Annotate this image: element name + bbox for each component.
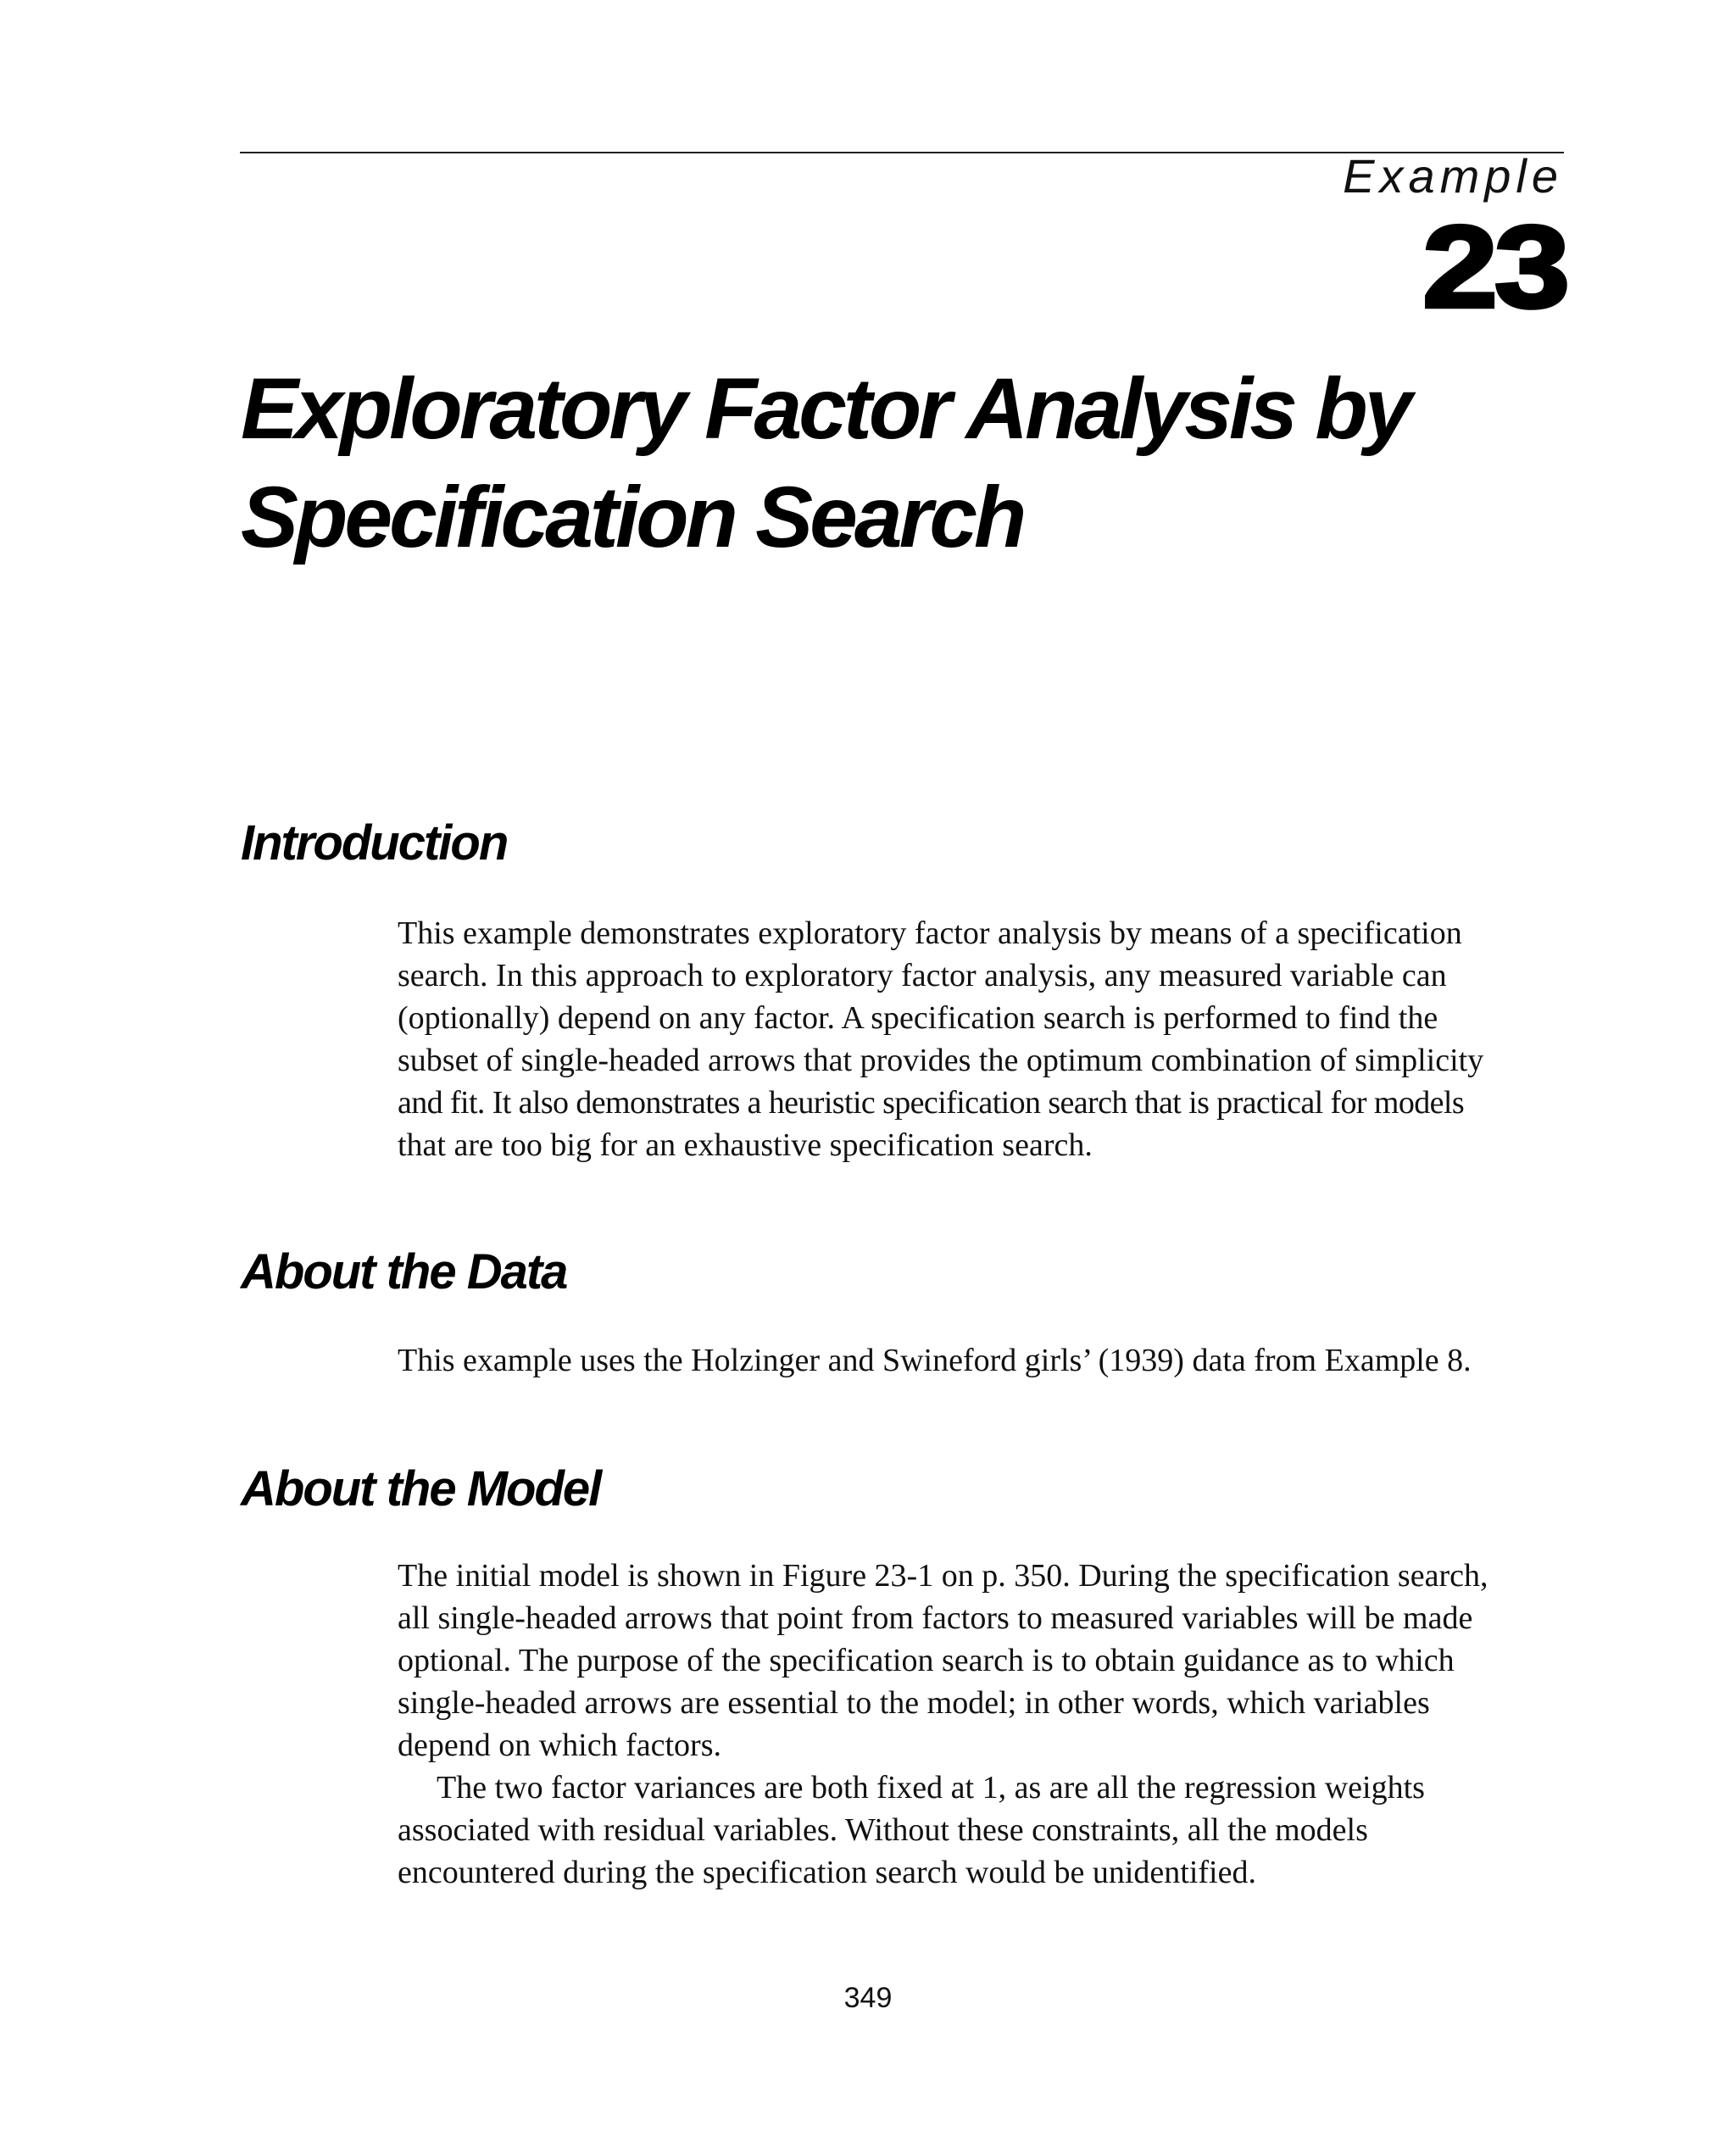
- text-line: associated with residual variables. Without these constraints, all the models: [398, 1812, 1368, 1848]
- introduction-paragraph: [398, 912, 1567, 1166]
- text-line: encountered during the specification search would be unidentified.: [398, 1855, 1256, 1890]
- text-line: single-headed arrows are essential to the model; in other words, which variables: [398, 1685, 1430, 1721]
- chapter-title: [241, 354, 1512, 571]
- about-model-heading: About the Model: [241, 1461, 601, 1516]
- about-model-paragraph: [398, 1555, 1567, 1894]
- about-data-heading: About the Data: [241, 1244, 567, 1299]
- text-line: The two factor variances are both fixed at 1, as are all the regression weights: [437, 1770, 1425, 1806]
- text-line: all single-headed arrows that point from factors to measured variables will be made: [398, 1600, 1473, 1636]
- text-line: optional. The purpose of the specification search is to obtain guidance as to which: [398, 1643, 1455, 1678]
- text-line: search. In this approach to exploratory factor analysis, any measured variable can: [398, 958, 1447, 993]
- text-line: This example demonstrates exploratory factor analysis by means of a specification: [398, 915, 1462, 951]
- text-line: that are too big for an exhaustive specification search.: [398, 1127, 1093, 1163]
- text-line: This example uses the Holzinger and Swineford girls’ (1939) data from Example 8.: [398, 1343, 1472, 1378]
- text-line: subset of single-headed arrows that provides the optimum combination of simplicity: [398, 1043, 1484, 1078]
- about-data-paragraph: [398, 1339, 1567, 1382]
- text-line: (optionally) depend on any factor. A specification search is performed to find the: [398, 1000, 1438, 1036]
- example-number: 23: [1422, 201, 1566, 332]
- text-line: The initial model is shown in Figure 23-1 on p. 350. During the specification search,: [398, 1558, 1488, 1594]
- text-line: and fit. It also demonstrates a heuristic specification search that is practical for models: [398, 1085, 1465, 1121]
- chapter-title-line-1: Exploratory Factor Analysis by: [241, 360, 1410, 457]
- page-number: 349: [843, 1982, 893, 2014]
- example-label: Example: [1343, 149, 1563, 203]
- chapter-title-line-2: Specification Search: [241, 469, 1024, 565]
- introduction-heading: Introduction: [241, 815, 508, 871]
- text-line: depend on which factors.: [398, 1728, 721, 1763]
